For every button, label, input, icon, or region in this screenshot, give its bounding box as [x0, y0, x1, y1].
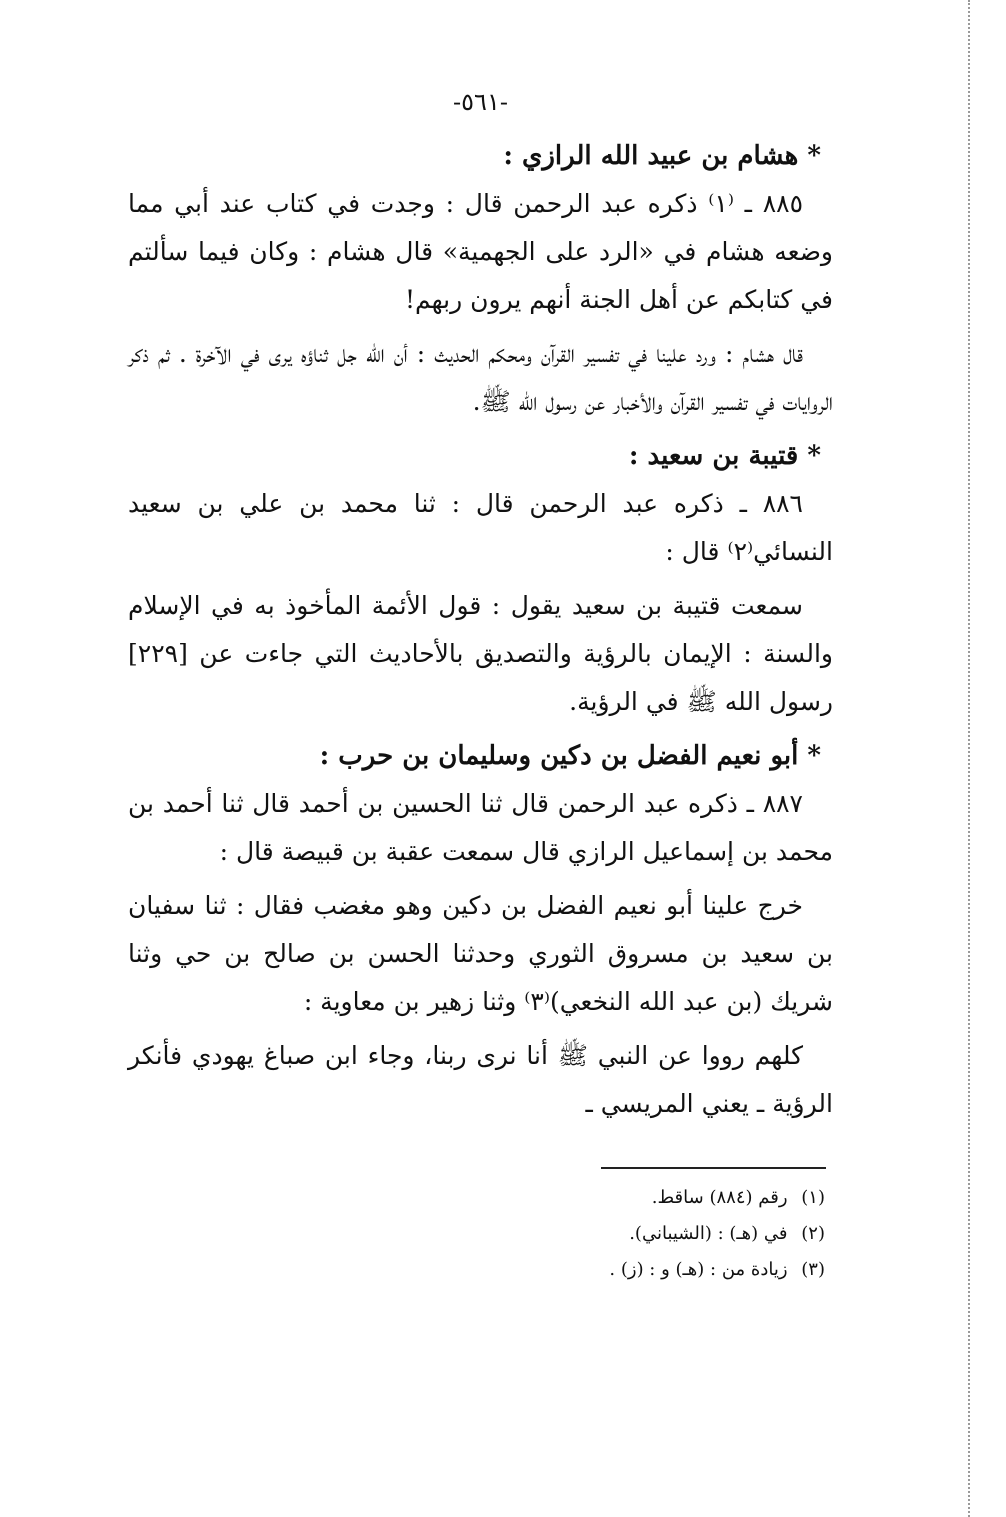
page-edge-line	[968, 0, 970, 1517]
section-abu-nuaym	[128, 732, 833, 1128]
footnote	[300, 1216, 825, 1252]
section-heading: * أبو نعيم الفضل بن دكين وسليمان بن حرب :	[319, 741, 821, 771]
paragraph: قال هشام : ورد علينا في تفسير القرآن ومحكم الحديث : أن الله جل ثناؤه يرى في الآخرة . ثم ذكر الروايات في تفسير القرآن والأخبار عن رسول الله ﷺ.	[128, 339, 833, 416]
footnote-number: (١)	[801, 1187, 825, 1208]
section-qutayba	[128, 432, 833, 726]
paragraph: ٨٨٦ ـ ذكره عبد الرحمن قال : ثنا محمد بن علي بن سعيد النسائي⁽٢⁾ قال :	[128, 489, 833, 566]
footnote-separator	[601, 1167, 826, 1169]
paragraph: سمعت قتيبة بن سعيد يقول : قول الأئمة المأخوذ به في الإسلام والسنة : الإيمان بالرؤية والتصديق بالأحاديث التي جاءت عن [٢٢٩] رسول الله ﷺ في الرؤية.	[128, 591, 833, 716]
section-heading: * هشام بن عبيد الله الرازي :	[503, 141, 821, 171]
section-hisham	[128, 132, 833, 426]
section-heading: * قتيبة بن سعيد :	[628, 441, 821, 471]
footnote	[300, 1252, 825, 1288]
footnote-number: (٢)	[801, 1223, 825, 1244]
footnote-text: في (هـ) : (الشيباني).	[629, 1223, 788, 1244]
footnote	[300, 1180, 825, 1216]
paragraph: كلهم رووا عن النبي ﷺ أنا نرى ربنا، وجاء ابن صباغ يهودي فأنكر الرؤية ـ يعني المريسي ـ	[128, 1041, 833, 1118]
paragraph: ٨٨٧ ـ ذكره عبد الرحمن قال ثنا الحسين بن أحمد قال ثنا أحمد بن محمد بن إسماعيل الرازي قال سمعت عقبة بن قبيصة قال :	[128, 789, 833, 866]
paragraph: ٨٨٥ ـ ⁽١⁾ ذكره عبد الرحمن قال : وجدت في كتاب عند أبي مما وضعه هشام في «الرد على الجهمية» قال هشام : وكان فيما سألتم في كتابكم عن أهل الجنة أنهم يرون ربهم!	[128, 189, 833, 314]
footnote-text: رقم (٨٨٤) ساقط.	[651, 1187, 788, 1208]
footnote-text: زيادة من : (هـ) و : (ز) .	[609, 1259, 788, 1280]
footnotes	[300, 1180, 825, 1288]
page-number: -٥٦١-	[453, 88, 508, 116]
page-body	[128, 88, 833, 1134]
paragraph: خرج علينا أبو نعيم الفضل بن دكين وهو مغضب فقال : ثنا سفيان بن سعيد بن مسروق الثوري وحدثنا الحسن بن صالح بن حي وثنا شريك (بن عبد الله النخعي)⁽٣⁾ وثنا زهير بن معاوية :	[128, 891, 833, 1016]
footnote-number: (٣)	[801, 1259, 825, 1280]
